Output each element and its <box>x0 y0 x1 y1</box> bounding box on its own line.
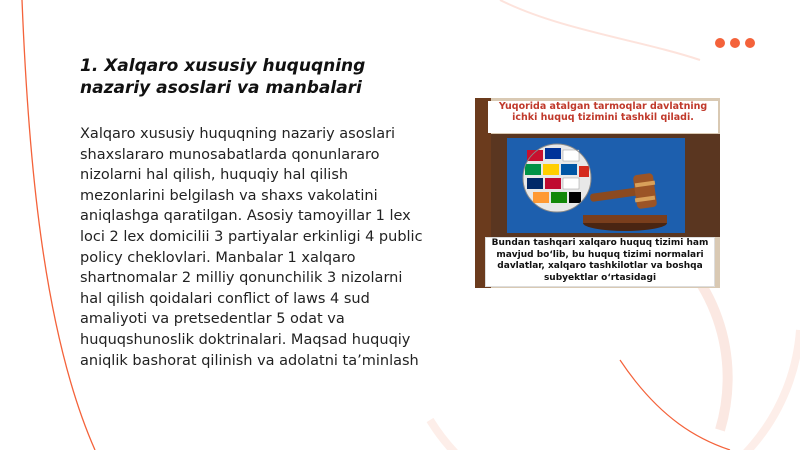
slide-body: Xalqaro xususiy huquqning nazariy asoslari shaxslararo munosabatlarda qonunlararo nizolarni hal qilish, huquqiy hal qilish mezonlarini belgilash va shaxs vakolatini aniqlashga qaratilgan. Asosiy tamoyillar 1 lex loci 2 lex domicilii 3 partiyalar erkinligi 4 public policy cheklovlari. Manbalar 1 xalqaro shartnomalar 2 milliy qonunchilik 3 nizolarni hal qilish qoidalari conflict of laws 4 sud amaliyoti va pretsedentlar 5 odat va huquqshunoslik doktrinalari. Maqsad huquqiy aniqlik bashorat qilinish va adolatni ta’minlash <box>80 126 423 369</box>
slide-title: 1. Xalqaro xususiy huquqning nazariy asoslari va manbalari <box>80 56 366 98</box>
figure-caption-bottom: Bundan tashqari xalqaro huquq tizimi ham mavjud bo‘lib, bu huquq tizimi normalari davlatlar, xalqaro tashkilotlar va boshqa subyektlar o‘rtasidagi <box>485 237 715 287</box>
dot-icon <box>730 38 740 48</box>
figure-caption-top: Yuqorida atalgan tarmoqlar davlatning ichki huquq tizimini tashkil qiladi. <box>488 101 718 133</box>
dot-icon <box>745 38 755 48</box>
dot-icon <box>715 38 725 48</box>
illustration-figure <box>475 98 720 288</box>
decorative-dots <box>715 38 755 48</box>
